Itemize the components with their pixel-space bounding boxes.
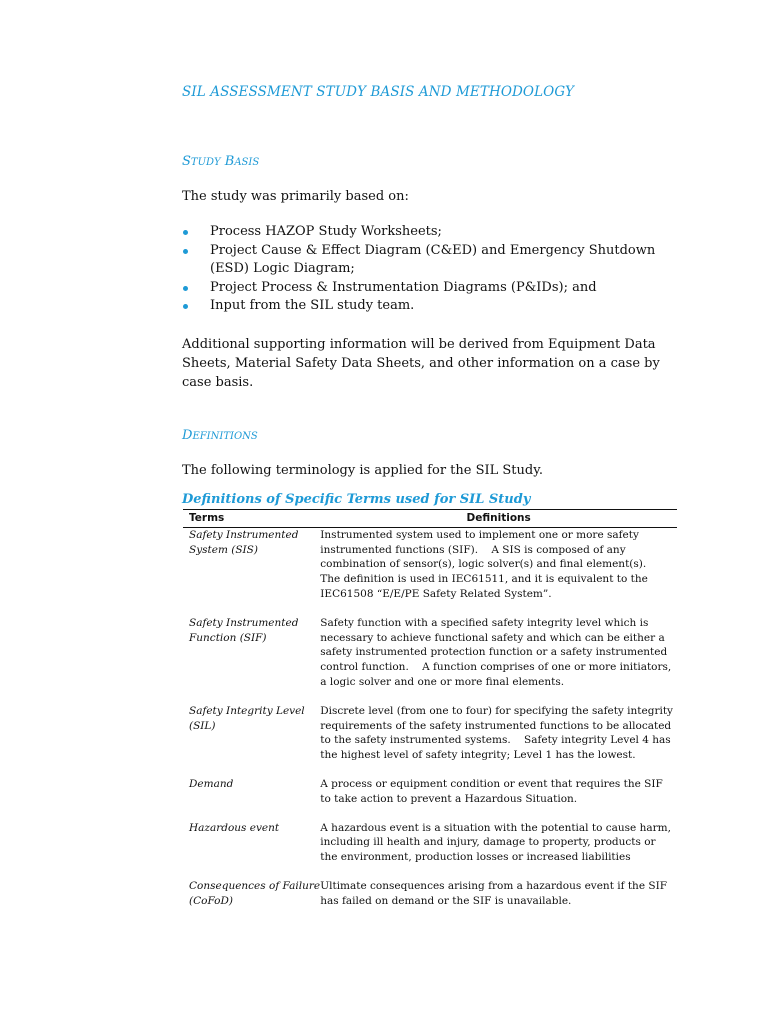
study-basis-additional: Additional supporting information will be derived from Equipment Data Sheets, Material Safety Data Sheets, and other information on a case by case basis.: [182, 337, 660, 390]
table-row: [183, 616, 677, 704]
table-row: [183, 527, 677, 615]
term-cell: [183, 527, 320, 615]
term-cell: [183, 879, 320, 909]
bullet-icon: [183, 249, 188, 254]
list-item-text: Project Process & Instrumentation Diagrams (P&IDs); and: [210, 279, 597, 295]
definitions-table: [183, 509, 677, 909]
definition-cell: [320, 527, 677, 615]
term-line: (CoFoD): [189, 894, 233, 907]
definition-cell: [320, 821, 677, 879]
list-item: [182, 242, 682, 279]
term-line: Hazardous event: [189, 821, 280, 834]
definitions-table-body: [183, 527, 677, 908]
list-item: [182, 279, 682, 298]
definitions-intro: The following terminology is applied for the SIL Study.: [182, 463, 543, 478]
bullet-icon: [183, 230, 188, 235]
definition-line: IEC61508 “E/E/PE Safety Related System”.: [320, 587, 552, 600]
table-row: [183, 879, 677, 909]
section-heading-definitions: [182, 428, 258, 443]
bullet-icon: [183, 286, 188, 291]
term-line: Consequences of Failure: [189, 879, 321, 892]
study-basis-intro: The study was primarily based on:: [182, 189, 409, 204]
definition-line: necessary to achieve functional safety and which can be either a: [320, 631, 665, 644]
definition-cell: [320, 616, 677, 704]
definition-line: requirements of the safety instrumented functions to be allocated: [320, 719, 672, 732]
definition-line: Ultimate consequences arising from a hazardous event if the SIF: [320, 879, 667, 892]
definition-line: instrumented functions (SIF). A SIS is composed of any: [320, 543, 626, 556]
list-item-text: Input from the SIL study team.: [210, 298, 415, 313]
definition-cell: [320, 879, 677, 909]
table-header-row: [183, 510, 677, 528]
term-line: System (SIS): [189, 543, 258, 556]
term-line: Safety Instrumented: [189, 528, 299, 541]
list-item-text: Project Cause & Effect Diagram (C&ED) and Emergency Shutdown (ESD) Logic Diagram;: [210, 242, 656, 276]
term-cell: [183, 777, 320, 821]
term-line: Safety Integrity Level (SIL): [189, 704, 305, 732]
definition-line: A process or equipment condition or event that requires the SIF: [320, 777, 663, 790]
term-cell: [183, 821, 320, 879]
list-item: [182, 223, 682, 242]
definition-line: Instrumented system used to implement one or more safety: [320, 528, 639, 541]
column-header-terms: Terms: [183, 510, 320, 528]
section-heading-study-basis-text: STUDY BASIS: [182, 154, 260, 169]
term-line: Function (SIF): [189, 631, 267, 644]
list-item-text: Process HAZOP Study Worksheets;: [210, 224, 442, 239]
table-caption: Definitions of Specific Terms used for SIL Study: [182, 492, 531, 507]
table-row: [183, 704, 677, 777]
definition-line: Discrete level (from one to four) for specifying the safety integrity: [320, 704, 673, 717]
term-cell: [183, 704, 320, 777]
document-title: SIL ASSESSMENT STUDY BASIS AND METHODOLOGY: [182, 84, 574, 100]
section-heading-study-basis: [182, 154, 259, 169]
definition-line: has failed on demand or the SIF is unavailable.: [320, 894, 572, 907]
term-cell: [183, 616, 320, 704]
column-header-definitions: Definitions: [320, 510, 677, 528]
definition-cell: [320, 704, 677, 777]
definition-line: to the safety instrumented systems. Safety integrity Level 4 has: [320, 734, 671, 747]
bullet-icon: [183, 304, 188, 309]
section-heading-definitions-text: DEFINITIONS: [182, 428, 258, 443]
term-line: Safety Instrumented: [189, 616, 299, 629]
study-basis-list: [182, 223, 682, 316]
definition-line: safety instrumented protection function or a safety instrumented: [320, 646, 668, 659]
definition-line: to take action to prevent a Hazardous Situation.: [320, 792, 578, 805]
table-row: [183, 777, 677, 821]
definition-line: including ill health and injury, damage to property, products or: [320, 836, 656, 849]
term-line: Demand: [189, 777, 234, 790]
definition-cell: [320, 777, 677, 821]
definition-line: the highest level of safety integrity; Level 1 has the lowest.: [320, 749, 636, 762]
table-row: [183, 821, 677, 879]
definition-line: combination of sensor(s), logic solver(s) and final element(s).: [320, 558, 647, 571]
definition-line: a logic solver and one or more final elements.: [320, 675, 565, 688]
definition-line: Safety function with a specified safety integrity level which is: [320, 616, 649, 629]
definition-line: control function. A function comprises of one or more initiators,: [320, 661, 672, 674]
list-item: [182, 297, 682, 316]
definition-line: the environment, production losses or increased liabilities: [320, 851, 631, 864]
definition-line: A hazardous event is a situation with the potential to cause harm,: [320, 821, 671, 834]
definition-line: The definition is used in IEC61511, and it is equivalent to the: [320, 573, 648, 586]
